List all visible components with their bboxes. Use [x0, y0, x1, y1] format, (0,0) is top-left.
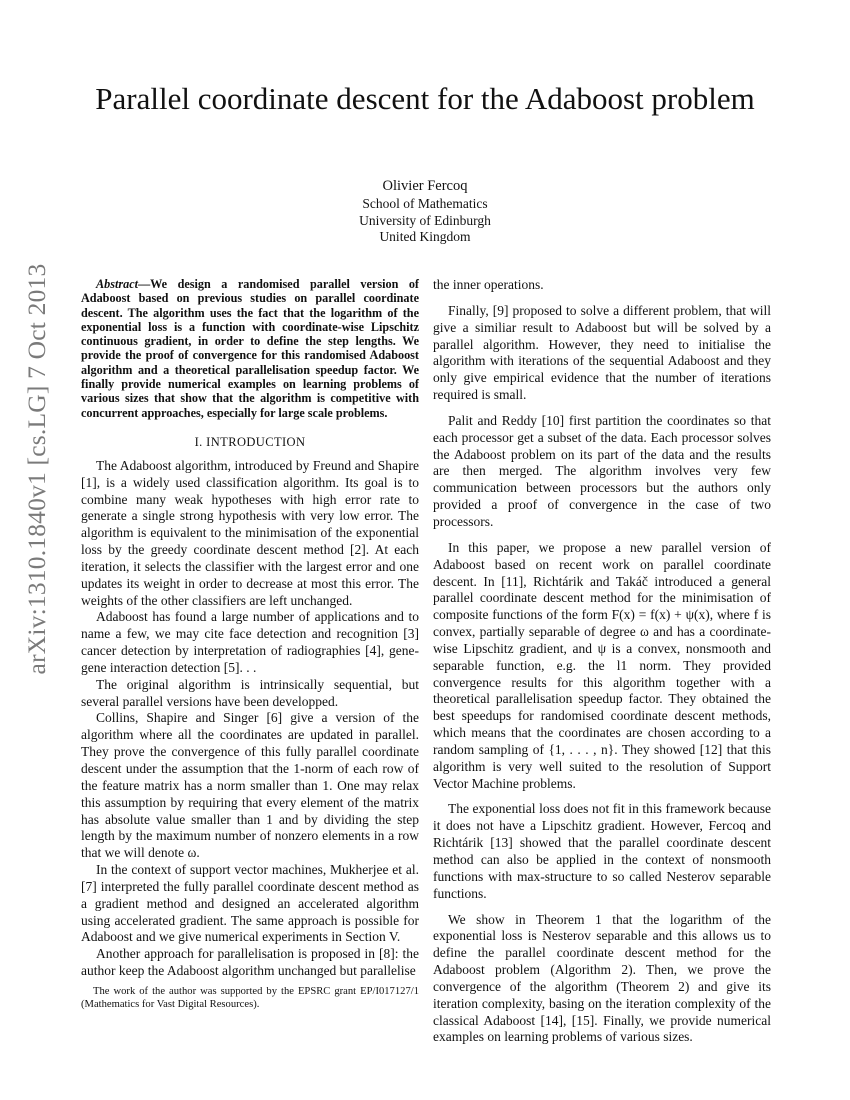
intro-paragraph-6: Another approach for parallelisation is proposed in [8]: the author keep the Adaboost algorithm unchanged but parallelise [81, 946, 419, 979]
intro-paragraph-7: Finally, [9] proposed to solve a different problem, that will give a similiar result to Adaboost but will be solved by a parallel algorithm. However, they need to initialise the algorithm with iterations of the sequential Adaboost and they only give empirical evidence that the number of iterations required is small. [433, 302, 771, 403]
footnote [81, 986, 419, 1011]
intro-paragraph-10: The exponential loss does not fit in this framework because it does not have a Lipschitz gradient. However, Fercoq and Richtárik [13] showed that the parallel coordinate descent method can also be applied in the context of nonsmooth functions with max-structure to so called Nesterov separable functions. [433, 801, 771, 901]
intro-paragraph-8: Palit and Reddy [10] first partition the coordinates so that each processor get a subset of the data. Each processor solves the Adaboost problem on its part of the data and the results are then merged. The algorithm involves very few communication between processors but the authors only provided a proof of convergence in the case of two processors. [433, 412, 771, 529]
abstract [81, 277, 419, 420]
author-name: Olivier Fercoq [382, 178, 468, 194]
author-affiliation-school: School of Mathematics [362, 196, 488, 211]
intro-paragraph-2: Adaboost has found a large number of applications and to name a few, we may cite face detection and recognition [3] cancer detection by interpretation of radiographies [4], gene-gene interaction detection [5]. . . [81, 609, 419, 675]
intro-paragraph-11: We show in Theorem 1 that the logarithm of the exponential loss is Nesterov separable and this allows us to define the parallel coordinate descent method for the Adaboost problem (Algorithm 2). Then, we prove the convergence of the algorithm (Theorem 2) and give its iteration complexity, basing on the iteration complexity of the classical Adaboost [14], [15]. Finally, we provide numerical examples on learning problems of various sizes. [433, 911, 771, 1045]
arxiv-identifier: arXiv:1310.1840v1 [cs.LG] 7 Oct 2013 [22, 263, 51, 675]
intro-paragraph-1: The Adaboost algorithm, introduced by Freund and Shapire [1], is a widely used classification algorithm. Its goal is to combine many weak hypotheses with high error rate to generate a single strong hypothesis with very low error. The algorithm is equivalent to the minimisation of the exponential loss by the greedy coordinate descent method [2]. At each iteration, it selects the classifier with the largest error and one updates its weight in order to decrease at most this error. The weights of the other classifiers are left unchanged. [81, 457, 419, 608]
intro-paragraph-6-continued: the inner operations. [433, 277, 544, 292]
footnote-text: The work of the author was supported by the EPSRC grant EP/I017127/1 (Mathematics for Vast Digital Resources). [81, 986, 419, 1010]
arxiv-side-stamp [7, 263, 67, 675]
left-column [81, 277, 419, 980]
right-column [433, 277, 771, 1046]
abstract-text: —We design a randomised parallel version of Adaboost based on previous studies on parallel coordinate descent. The algorithm uses the fact that the logarithm of the exponential loss is a function with coordinate-wise Lipschitz continuous gradient, in order to define the step lengths. We provide the proof of convergence for this randomised Adaboost algorithm and a theoretical parallelisation speedup factor. We finally provide numerical examples on learning problems of various sizes that show that the algorithm is competitive with concurrent approaches, especially for large scale problems. [81, 277, 419, 420]
intro-paragraph-4: Collins, Shapire and Singer [6] give a version of the algorithm where all the coordinates are updated in parallel. They prove the convergence of this fully parallel coordinate descent under the assumption that the 1-norm of each row of the feature matrix has a norm smaller than 1. One may relax this assumption by requiring that every element of the matrix has absolute value smaller than 1 and by dividing the step length by the maximum number of nonzero elements in a row that we will denote ω. [81, 710, 419, 861]
section-heading-introduction: I. INTRODUCTION [194, 434, 306, 449]
abstract-label: Abstract [96, 277, 138, 291]
author-affiliation-university: University of Edinburgh [359, 212, 491, 228]
paper-title: Parallel coordinate descent for the Adaboost problem [95, 81, 755, 116]
author-block [225, 177, 625, 246]
intro-paragraph-3: The original algorithm is intrinsically sequential, but several parallel versions have been developped. [81, 676, 419, 709]
intro-paragraph-9: In this paper, we propose a new parallel version of Adaboost based on recent work on parallel coordinate descent. In [11], Richtárik and Takáč introduced a general parallel coordinate descent method for the minimisation of composite functions of the form F(x) = f(x) + ψ(x), where f is convex, partially separable of degree ω and has a coordinate-wise Lipschitz gradient, and ψ is a convex, nonsmooth and separable function, e.g. the l1 norm. They provided convergence results for this algorithm together with a theoretical parallelisation speedup factor. They obtained the best speedups for randomised coordinate descent methods, which means that the coordinates are chosen according to a random sampling of {1, . . . , n}. They showed [12] that this algorithm is very well suited to the resolution of Support Vector Machine problems. [433, 539, 771, 791]
author-affiliation-country: United Kingdom [379, 229, 471, 244]
intro-paragraph-5: In the context of support vector machines, Mukherjee et al. [7] interpreted the fully parallel coordinate descent method as a gradient method and designed an accelerated algorithm using accelerated gradient. The same approach is possible for Adaboost and we give numerical experiments in Section V. [81, 862, 419, 945]
